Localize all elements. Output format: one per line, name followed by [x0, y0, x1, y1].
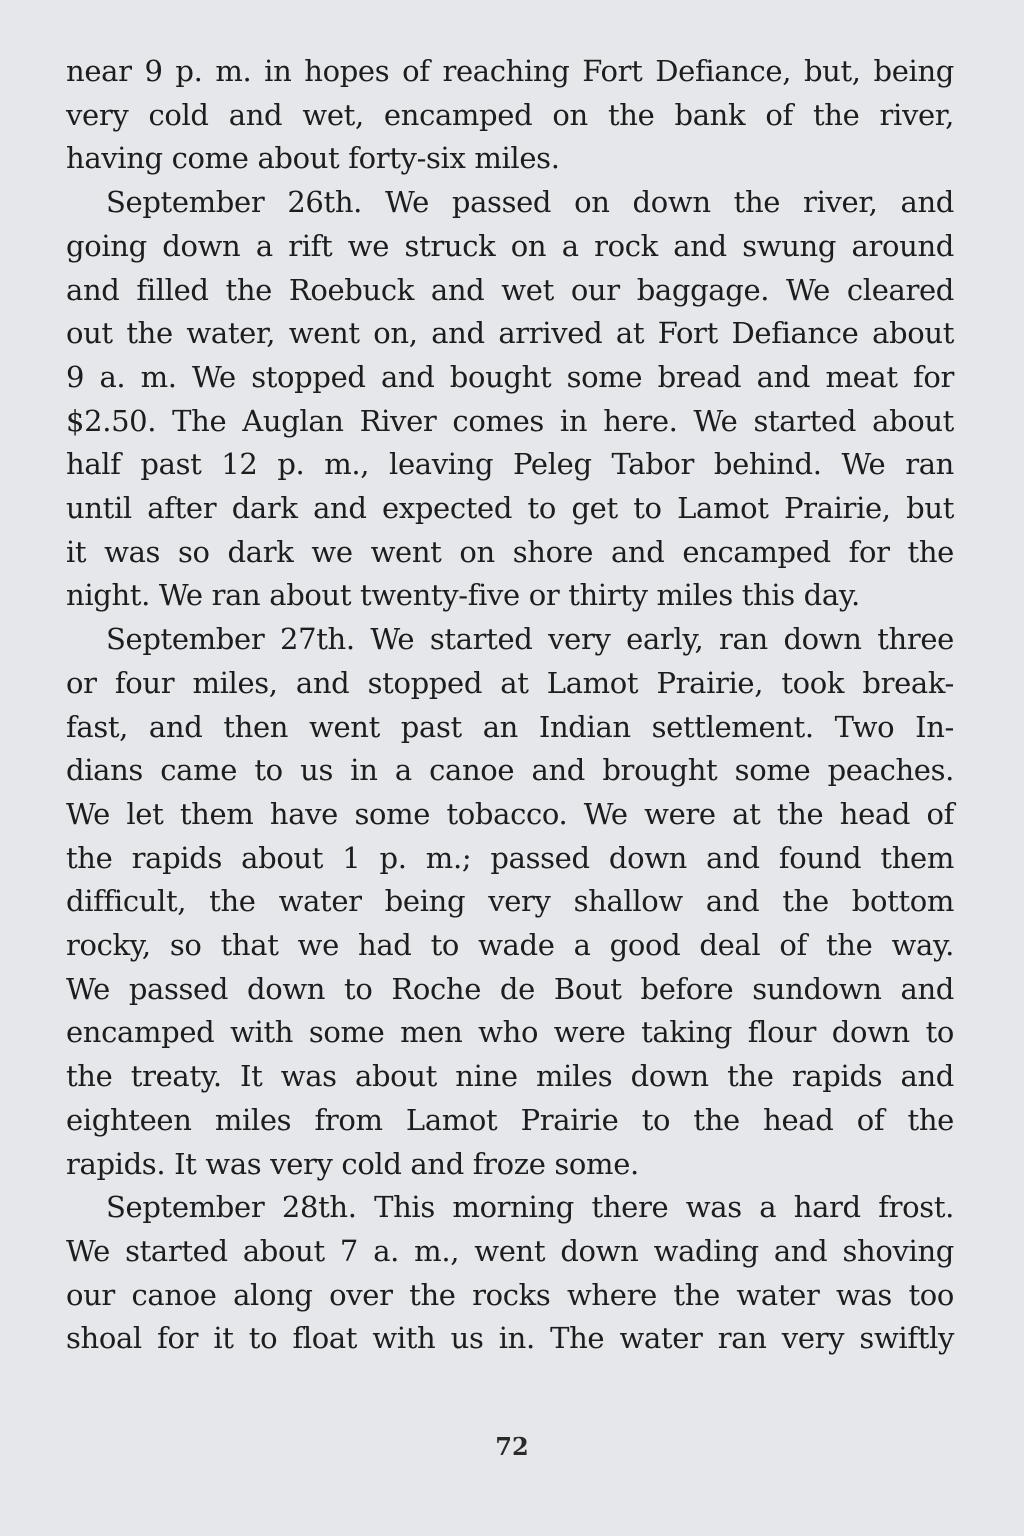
text-line: very cold and wet, encamped on the bank of the river, [66, 97, 954, 132]
page-number: 72 [495, 1432, 529, 1461]
text-line: fast, and then went past an Indian settlement. Two In- [66, 709, 954, 744]
paragraph-4 [66, 1186, 954, 1361]
text-line: it was so dark we went on shore and encamped for the [66, 534, 954, 569]
text-line: our canoe along over the rocks where the water was too [66, 1277, 954, 1312]
paragraph-3 [66, 618, 954, 1186]
text-line: near 9 p. m. in hopes of reaching Fort Defiance, but, being [66, 54, 954, 88]
text-line: We let them have some tobacco. We were at the head of [66, 796, 954, 831]
paragraph-1 [66, 50, 954, 181]
text-line: We started about 7 a. m., went down wading and shoving [66, 1233, 954, 1268]
text-line: encamped with some men who were taking flour down to [66, 1015, 954, 1050]
text-line: or four miles, and stopped at Lamot Prairie, took break- [66, 665, 954, 700]
body-text [66, 50, 954, 1361]
text-line: the treaty. It was about nine miles down the rapids and [66, 1059, 954, 1094]
text-line: night. We ran about twenty-five or thirty miles this day. [66, 578, 860, 613]
text-line: going down a rift we struck on a rock and swung around [66, 228, 954, 263]
text-line: September 26th. We passed on down the river, and [106, 185, 954, 220]
text-line: and filled the Roebuck and wet our baggage. We cleared [66, 272, 954, 307]
paragraph-2 [66, 181, 954, 618]
text-line: difficult, the water being very shallow and the bottom [66, 884, 954, 919]
text-line: We passed down to Roche de Bout before sundown and [66, 971, 954, 1006]
text-line: half past 12 p. m., leaving Peleg Tabor behind. We ran [66, 447, 954, 482]
text-line: having come about forty-six miles. [66, 141, 560, 176]
text-line: $2.50. The Auglan River comes in here. We started about [66, 403, 954, 438]
text-line: September 27th. We started very early, ran down three [106, 622, 954, 657]
text-line: shoal for it to float with us in. The water ran very swiftly [66, 1321, 954, 1356]
text-line: rapids. It was very cold and froze some. [66, 1146, 639, 1181]
text-line: rocky, so that we had to wade a good deal of the way. [66, 928, 954, 963]
text-line: September 28th. This morning there was a hard frost. [106, 1190, 954, 1225]
text-line: the rapids about 1 p. m.; passed down and found them [66, 840, 954, 875]
text-line: eighteen miles from Lamot Prairie to the head of the [66, 1102, 954, 1137]
text-line: until after dark and expected to get to Lamot Prairie, but [66, 491, 954, 526]
text-line: 9 a. m. We stopped and bought some bread and meat for [66, 359, 954, 394]
text-line: dians came to us in a canoe and brought some peaches. [66, 753, 954, 788]
text-line: out the water, went on, and arrived at Fort Defiance about [66, 316, 954, 351]
